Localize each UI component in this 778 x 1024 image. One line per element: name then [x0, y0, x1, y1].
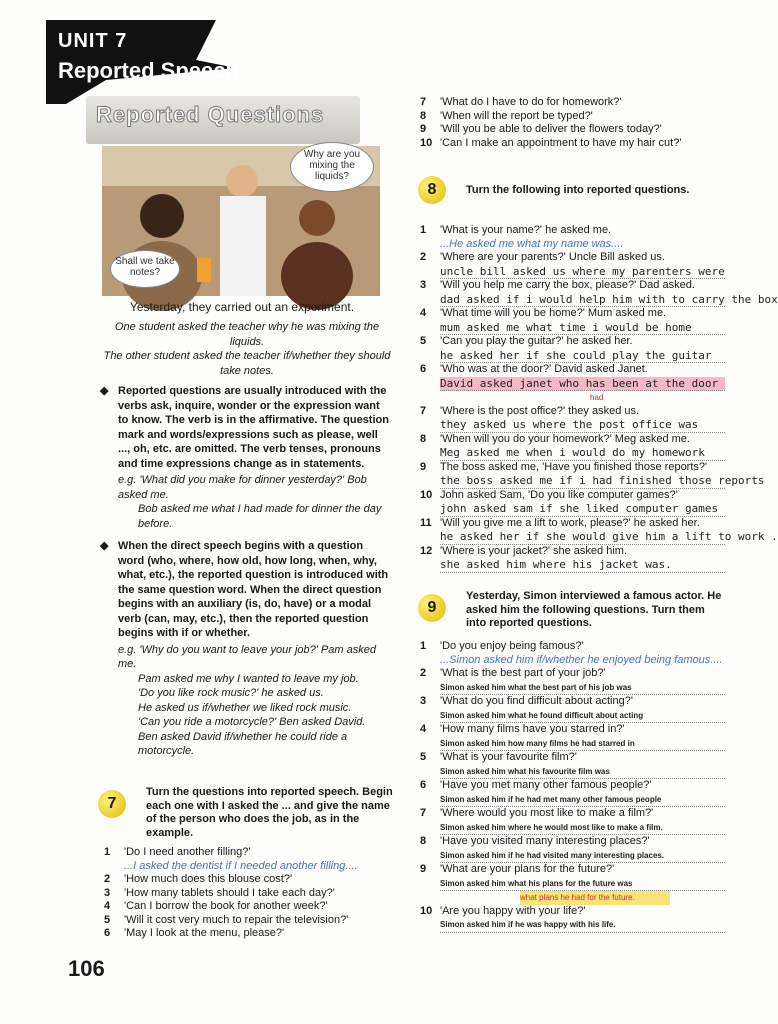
list-item [420, 96, 740, 110]
question-text: John asked Sam, 'Do you like computer games?' [440, 488, 678, 501]
list-item [420, 405, 725, 433]
question-text: 'Where would you most like to make a film?' [440, 807, 654, 819]
item-number: 10 [420, 904, 433, 917]
exercise-9-instruction: Yesterday, Simon interviewed a famous actor. He asked him the following questions. Turn them into reported questions. [466, 590, 722, 629]
item-number: 2 [104, 873, 111, 885]
list-item [420, 545, 725, 573]
handwritten-answer: Simon asked him if he had visited many interesting places. [440, 849, 725, 864]
unit-label: UNIT 7 [58, 30, 128, 52]
rule-1 [100, 384, 390, 531]
handwritten-answer: the boss asked me if i had finished those reports [440, 474, 765, 487]
list-item [104, 887, 394, 901]
list-item [420, 224, 725, 251]
handwritten-answer: uncle bill asked us where my parenters were [440, 264, 725, 278]
question-text: 'How many films have you starred in?' [440, 723, 625, 735]
handwritten-answer: Simon asked him if he was happy with his life. [440, 918, 725, 933]
item-number: 8 [420, 432, 427, 445]
example-answer: ...I asked the dentist if I needed another filling.... [124, 859, 358, 872]
list-item [420, 123, 740, 137]
unit-title: Reported Speech [58, 58, 239, 83]
question-text: 'What time will you be home?' Mum asked me. [440, 307, 667, 319]
question-text: 'What are your plans for the future?' [440, 863, 615, 875]
exercise-7-instruction: Turn the questions into reported speech. Begin each one with I asked the ... and give the name of the person who does the job, as in the example. [146, 786, 393, 839]
list-item [420, 433, 725, 461]
question-text: 'Will you be able to deliver the flowers today?' [440, 123, 662, 135]
question-text: 'Who was at the door?' David asked Janet. [440, 363, 648, 375]
handwritten-answer: dad asked if i would help him with to carry the box [440, 292, 778, 306]
item-number: 12 [420, 544, 433, 557]
exercise-9-badge: 9 [418, 594, 446, 622]
list-item [420, 279, 778, 307]
item-number: 9 [420, 123, 427, 135]
question-text: 'Have you met many other famous people?' [440, 779, 652, 791]
rule-2 [100, 539, 390, 759]
item-number: 6 [104, 927, 111, 939]
item-number: 5 [104, 913, 111, 926]
question-text: 'Can I borrow the book for another week?' [124, 900, 328, 912]
question-text: The boss asked me, 'Have you finished those reports?' [440, 460, 708, 473]
section-title: Reported Questions [96, 102, 325, 127]
handwritten-answer: john asked sam if she liked computer games [440, 502, 725, 517]
list-item [420, 110, 740, 124]
question-text: 'Are you happy with your life?' [440, 904, 586, 917]
item-number: 1 [104, 846, 111, 858]
rule-text: When the direct speech begins with a question word (who, where, how old, how long, when, why, what, etc.), the reported question is introduced with the same question word. When the direct question begins with an auxiliary (is, do, have) or a modal verb (can, may, etc.), then the reported question begins with if or whether. [118, 540, 389, 639]
rule-text: Reported questions are usually introduced with the verbs ask, inquire, wonder or the expression want to know. The verb is in the affirmative. The question mark and words/expressions such as please, well ..., oh, etc. are omitted. The verb tenses, pronouns and time expressions change as in statements. [118, 385, 389, 470]
handwritten-answer: they asked us where the post office was [440, 418, 725, 433]
item-number: 9 [420, 863, 427, 875]
question-text: 'Will you give me a lift to work, please?' he asked her. [440, 516, 700, 529]
item-number: 3 [420, 279, 427, 291]
list-item [420, 640, 725, 667]
item-number: 6 [420, 779, 427, 791]
item-number: 7 [420, 807, 427, 819]
example-line: Pam asked me why I wanted to leave my job. [138, 672, 359, 685]
rule-examples [118, 643, 390, 759]
item-number: 9 [420, 460, 427, 473]
item-number: 4 [104, 900, 111, 912]
item-number: 1 [420, 224, 427, 236]
item-number: 4 [420, 307, 427, 319]
handwritten-answer: Simon asked him what the best part of his job was [440, 681, 725, 696]
list-item [420, 695, 725, 723]
unit-banner [46, 20, 239, 104]
list-item [420, 723, 725, 751]
item-number: 4 [420, 723, 427, 735]
teacher-correction: what plans he had for the future. [520, 891, 670, 905]
handwritten-answer: Simon asked him what he found difficult about acting [440, 709, 725, 724]
item-number: 10 [420, 136, 433, 149]
item-number: 3 [104, 886, 111, 899]
handwritten-answer: Simon asked him what his plans for the future was [440, 877, 725, 892]
item-number: 2 [420, 667, 427, 679]
exercise-8-list [420, 224, 778, 573]
list-item [104, 846, 394, 873]
list-item [420, 137, 740, 151]
speech-bubble-notes: Shall we take notes? [110, 250, 180, 288]
exercise-7-badge: 7 [98, 790, 126, 818]
handwritten-answer: Simon asked him how many films he had starred in [440, 737, 725, 752]
example-line: e.g. 'What did you make for dinner yesterday?' Bob asked me. [118, 474, 367, 501]
item-number: 3 [420, 695, 427, 707]
question-text: 'How many tablets should I take each day?' [124, 886, 335, 899]
example-answer: ...Simon asked him if/whether he enjoyed being famous.... [440, 653, 723, 666]
question-text: 'Will it cost very much to repair the television?' [124, 913, 349, 926]
example-line: e.g. 'Why do you want to leave your job?' Pam asked me. [118, 643, 376, 670]
handwritten-answer: she asked him where his jacket was. [440, 558, 725, 573]
list-item [420, 807, 725, 835]
handwritten-answer: mum asked me what time i would be home [440, 321, 725, 336]
exercise-7-list-a [104, 846, 394, 941]
question-text: 'May I look at the menu, please?' [124, 927, 285, 939]
example-line: 'Do you like rock music?' he asked us. [138, 687, 324, 699]
item-number: 5 [420, 751, 427, 763]
page-number: 106 [68, 956, 105, 981]
question-text: 'How much does this blouse cost?' [124, 873, 293, 885]
item-number: 7 [420, 404, 427, 417]
example-line: He asked us if/whether we liked rock music. [138, 701, 352, 714]
item-number: 10 [420, 488, 433, 501]
example-line: One student asked the teacher why he was mixing the liquids. [114, 321, 380, 348]
question-text: 'Have you visited many interesting places?' [440, 835, 650, 847]
question-text: 'What is your name?' he asked me. [440, 224, 612, 236]
question-text: 'What is your favourite film?' [440, 751, 577, 763]
rule-examples [118, 473, 390, 531]
example-line: 'Can you ride a motorcycle?' Ben asked David. [138, 716, 366, 728]
list-item [420, 667, 725, 695]
photo-caption: Yesterday, they carried out an experiment. [129, 300, 355, 314]
list-item [420, 779, 725, 807]
item-number: 6 [420, 363, 427, 375]
list-item [420, 489, 725, 517]
exercise-8-instruction: Turn the following into reported questions. [466, 184, 690, 196]
item-number: 7 [420, 96, 427, 108]
question-text: 'Can I make an appointment to have my hair cut?' [440, 136, 682, 149]
list-item [420, 251, 725, 279]
list-item [420, 751, 725, 779]
list-item [420, 835, 725, 863]
example-line: The other student asked the teacher if/whether they should take notes. [103, 350, 391, 377]
example-answer: ...He asked me what my name was.... [440, 237, 624, 250]
question-text: 'Do you enjoy being famous?' [440, 640, 584, 652]
list-item [420, 516, 778, 545]
item-number: 11 [420, 516, 432, 529]
question-text: 'What is the best part of your job?' [440, 667, 606, 679]
list-item [104, 914, 394, 928]
handwritten-answer: Meg asked me when i would do my homework [440, 446, 725, 461]
teacher-correction: had [590, 393, 604, 402]
question-text: 'What do I have to do for homework?' [440, 96, 622, 108]
question-text: 'When will the report be typed?' [440, 109, 593, 122]
list-item [420, 863, 725, 905]
handwritten-answer: David asked janet who has been at the door [440, 377, 725, 392]
exercise-7-list-b [420, 96, 740, 150]
diamond-bullet-icon: ◆ [100, 385, 109, 397]
exercise-8-badge: 8 [418, 176, 446, 204]
question-text: 'Where is the post office?' they asked us. [440, 404, 640, 417]
grammar-rules [100, 384, 390, 767]
example-line: Bob asked me what I had made for dinner the day before. [138, 503, 382, 530]
list-item [104, 873, 394, 887]
question-text: 'Do I need another filling?' [124, 846, 251, 858]
question-text: 'Where are your parents?' Uncle Bill asked us. [440, 251, 665, 263]
list-item [420, 363, 725, 405]
exercise-9-list [420, 640, 725, 933]
handwritten-answer: Simon asked him what his favourite film was [440, 765, 725, 780]
item-number: 1 [420, 640, 427, 652]
handwritten-answer: Simon asked him where he would most like to make a film. [440, 821, 725, 836]
example-line: Ben asked David if/whether he could ride a motorcycle. [138, 730, 348, 757]
section-banner [86, 96, 360, 144]
list-item [420, 460, 765, 489]
item-number: 8 [420, 835, 427, 847]
speech-bubble-why: Why are you mixing the liquids? [290, 142, 374, 192]
list-item [420, 905, 725, 933]
list-item [104, 927, 394, 941]
handwritten-answer: Simon asked him if he had met many other famous people [440, 793, 725, 808]
question-text: 'Where is your jacket?' she asked him. [440, 544, 627, 557]
question-text: 'When will you do your homework?' Meg asked me. [440, 432, 690, 445]
handwritten-answer: he asked her if she could play the guitar [440, 349, 725, 364]
handwritten-answer: he asked her if she would give him a lift to work . [440, 530, 778, 543]
list-item [104, 900, 394, 914]
list-item [420, 335, 725, 363]
item-number: 2 [420, 251, 427, 263]
item-number: 5 [420, 335, 427, 347]
diamond-bullet-icon: ◆ [100, 540, 109, 552]
example-block [102, 320, 392, 378]
list-item [420, 307, 725, 335]
question-text: 'What do you find difficult about acting?' [440, 695, 633, 707]
question-text: 'Will you help me carry the box, please?' Dad asked. [440, 279, 695, 291]
item-number: 8 [420, 109, 427, 122]
question-text: 'Can you play the guitar?' he asked her. [440, 335, 633, 347]
